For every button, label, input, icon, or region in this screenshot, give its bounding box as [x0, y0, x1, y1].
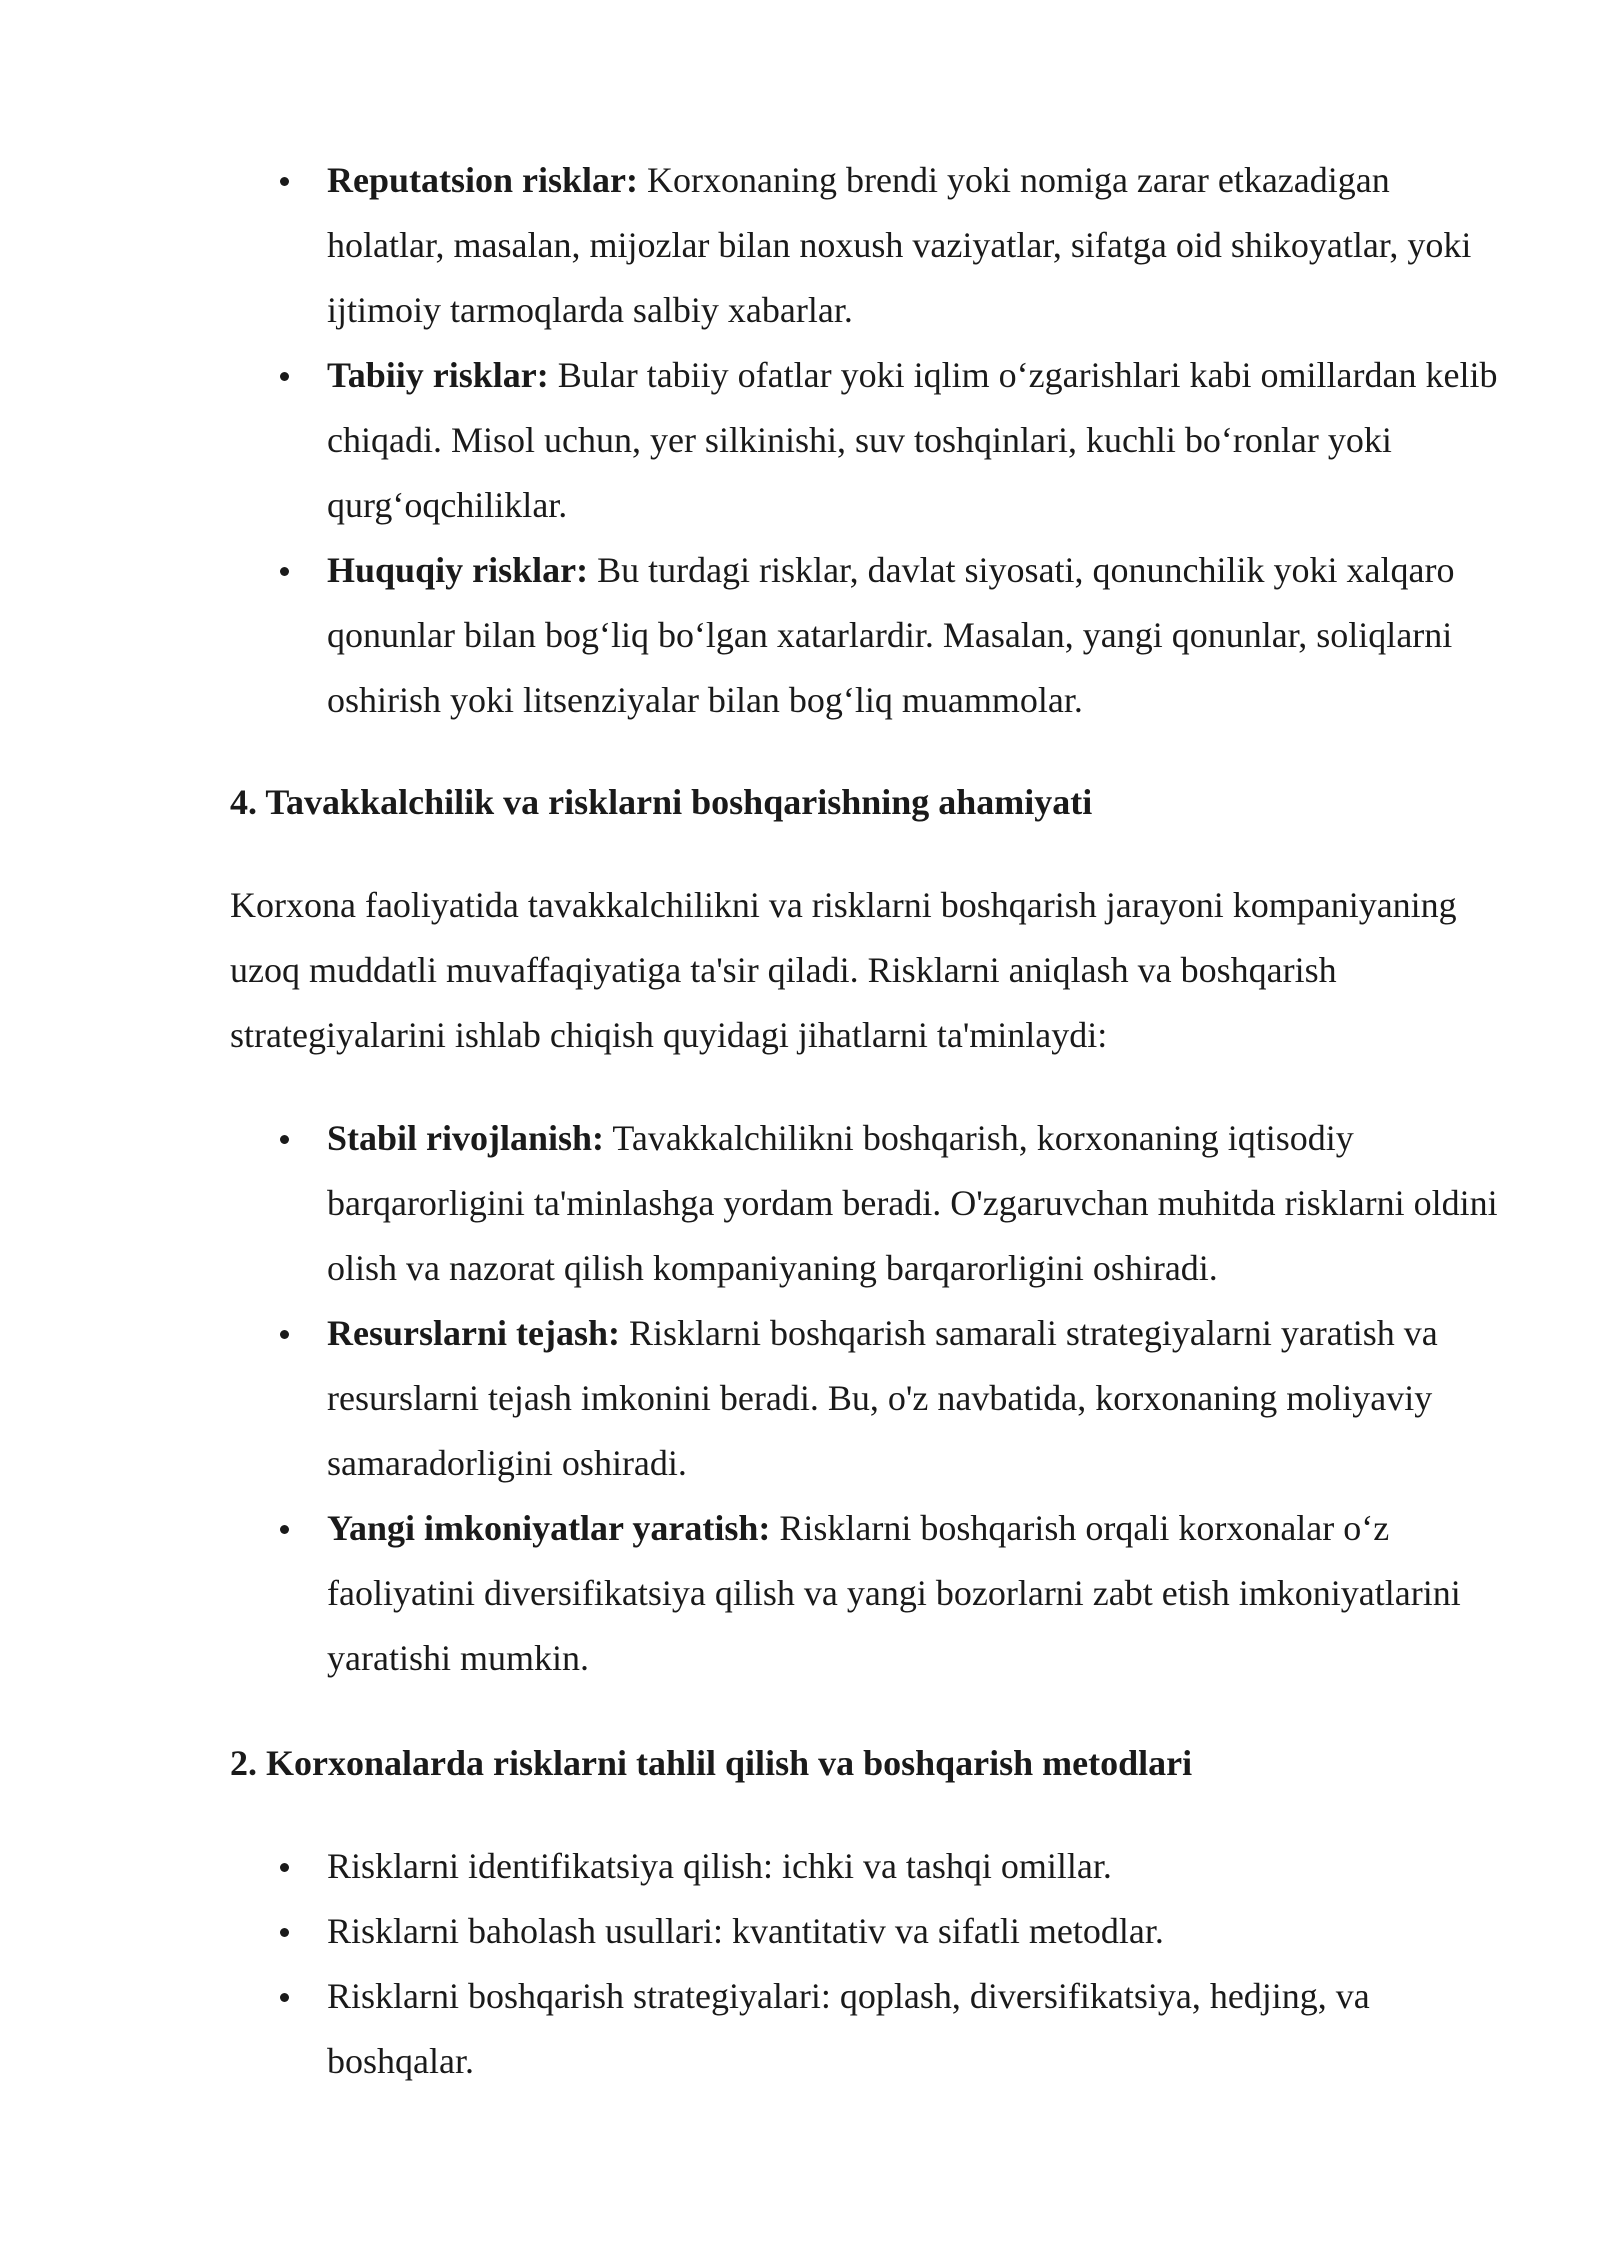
bullet-icon	[280, 1135, 289, 1144]
list-item-text: Korxonaning brendi yoki nomiga zarar etkazadigan holatlar, masalan, mijozlar bilan noxush vaziyatlar, sifatga oid shikoyatlar, yoki ijtimoiy tarmoqlarda salbiy xabarlar.	[327, 160, 1472, 330]
list-item-text: Risklarni baholash usullari: kvantitativ va sifatli metodlar.	[327, 1911, 1164, 1951]
list-item	[230, 1301, 1500, 1496]
page-content	[230, 148, 1500, 2094]
list-item	[230, 1834, 1500, 1899]
list-item-text: Tavakkalchilikni boshqarish, korxonaning iqtisodiy barqarorligini ta'minlashga yordam beradi. O'zgaruvchan muhitda risklarni oldini olish va nazorat qilish kompaniyaning barqarorligini oshiradi.	[327, 1118, 1498, 1288]
list-item-text: Bu turdagi risklar, davlat siyosati, qonunchilik yoki xalqaro qonunlar bilan bog‘liq bo‘lgan xatarlardir. Masalan, yangi qonunlar, soliqlarni oshirish yoki litsenziyalar bilan bog‘liq muammolar.	[327, 550, 1455, 720]
list-item-text: Risklarni boshqarish orqali korxonalar o‘z faoliyatini diversifikatsiya qilish va yangi bozorlarni zabt etish imkoniyatlarini yaratishi mumkin.	[327, 1508, 1461, 1678]
bullet-icon	[280, 567, 289, 576]
list-item-text: Risklarni boshqarish strategiyalari: qoplash, diversifikatsiya, hedjing, va boshqalar.	[327, 1976, 1370, 2081]
section-paragraph: Korxona faoliyatida tavakkalchilikni va risklarni boshqarish jarayoni kompaniyaning uzoq muddatli muvaffaqiyatiga ta'sir qiladi. Risklarni aniqlash va boshqarish strategiyalarini ishlab chiqish quyidagi jihatlarni ta'minlaydi:	[230, 885, 1457, 1055]
list-item	[230, 343, 1500, 538]
list-item-text: Bular tabiiy ofatlar yoki iqlim o‘zgarishlari kabi omillardan kelib chiqadi. Misol uchun, yer silkinishi, suv toshqinlari, kuchli bo‘ronlar yoki qurg‘oqchiliklar.	[327, 355, 1498, 525]
section-heading: 2. Korxonalarda risklarni tahlil qilish va boshqarish metodlari	[230, 1743, 1193, 1783]
list-item	[230, 148, 1500, 343]
bullet-icon	[280, 1525, 289, 1534]
list-item-text: Risklarni identifikatsiya qilish: ichki va tashqi omillar.	[327, 1846, 1112, 1886]
bullet-icon	[280, 1993, 289, 2002]
bullet-icon	[280, 1330, 289, 1339]
list-item	[230, 1496, 1500, 1691]
risk-types-list	[230, 148, 1500, 733]
methods-list	[230, 1834, 1500, 2094]
list-item-text: Risklarni boshqarish samarali strategiyalarni yaratish va resurslarni tejash imkonini beradi. Bu, o'z navbatida, korxonaning moliyaviy samaradorligini oshiradi.	[327, 1313, 1438, 1483]
list-item-term: Resurslarni tejash:	[327, 1313, 620, 1353]
bullet-icon	[280, 1928, 289, 1937]
list-item-term: Yangi imkoniyatlar yaratish:	[327, 1508, 771, 1548]
bullet-icon	[280, 1863, 289, 1872]
bullet-icon	[280, 372, 289, 381]
list-item-term: Stabil rivojlanish:	[327, 1118, 605, 1158]
list-item	[230, 538, 1500, 733]
bullet-icon	[280, 177, 289, 186]
list-item	[230, 1964, 1500, 2094]
list-item-term: Huquqiy risklar:	[327, 550, 589, 590]
list-item	[230, 1106, 1500, 1301]
list-item-term: Reputatsion risklar:	[327, 160, 639, 200]
list-item-term: Tabiiy risklar:	[327, 355, 549, 395]
importance-list	[230, 1106, 1500, 1691]
list-item	[230, 1899, 1500, 1964]
section-heading: 4. Tavakkalchilik va risklarni boshqarishning ahamiyati	[230, 782, 1093, 822]
